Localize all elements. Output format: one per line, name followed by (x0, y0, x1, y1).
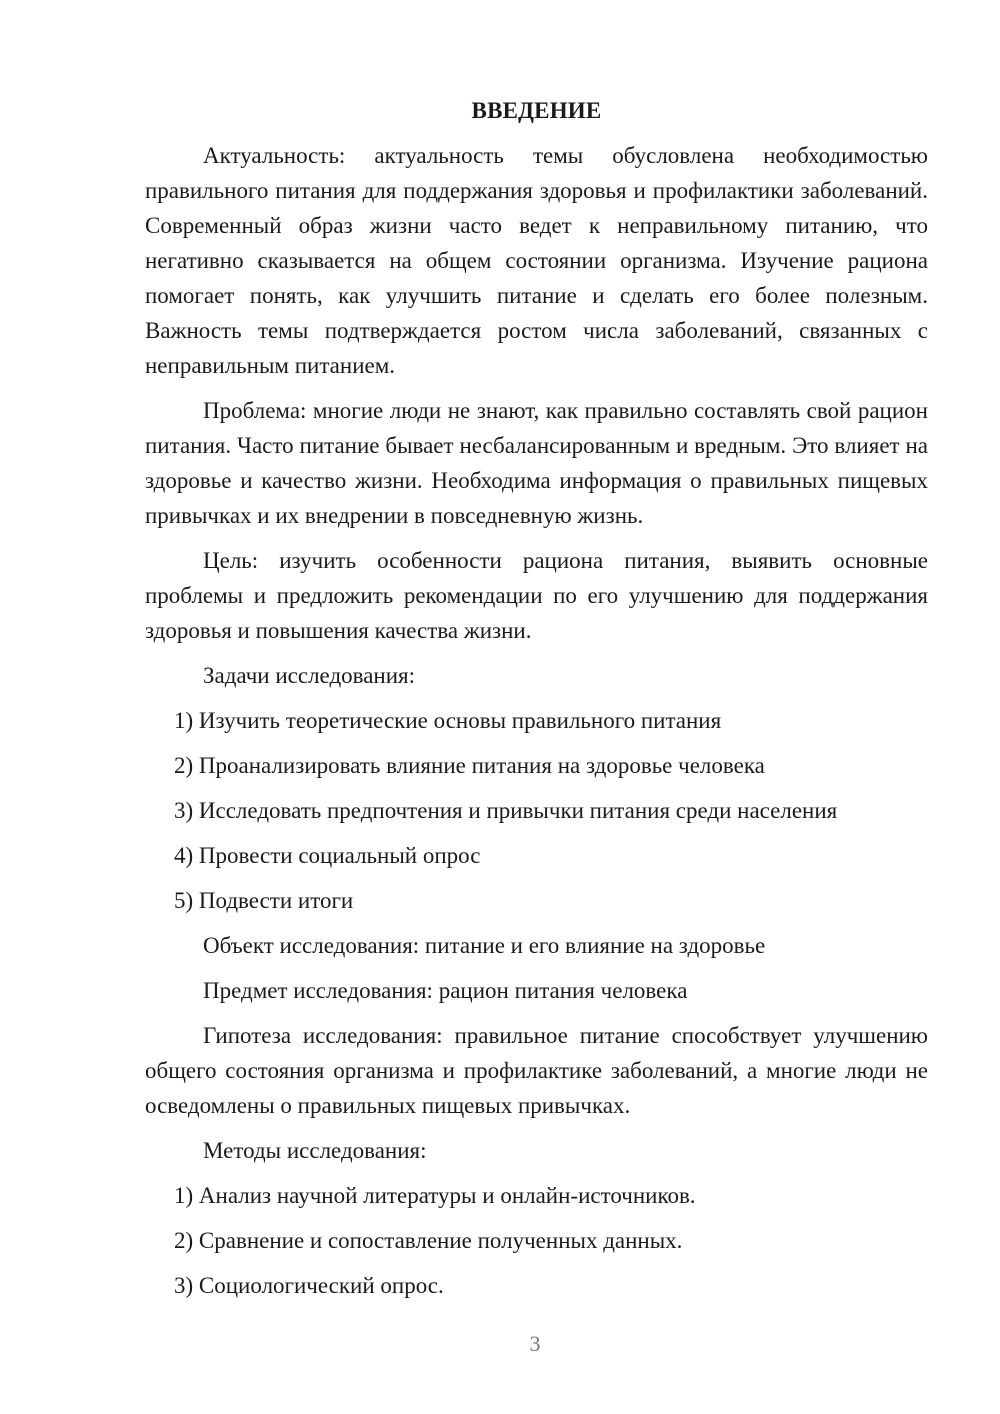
task-item: 2) Проанализировать влияние питания на здоровье человека (174, 753, 765, 778)
method-item: 2) Сравнение и сопоставление полученных данных. (174, 1228, 683, 1253)
method-item: 1) Анализ научной литературы и онлайн-источников. (174, 1183, 696, 1208)
paragraph-problem: Проблема: многие люди не знают, как правильно составлять свой рацион питания. Часто питание бывает несбалансированным и вредным. Это влияет на здоровье и качество жизни. Необходима информация о правильных пищевых привычках и их внедрении в повседневную жизнь. (145, 398, 928, 528)
page-number: 3 (529, 1331, 541, 1356)
methods-heading: Методы исследования: (203, 1138, 427, 1163)
task-item: 1) Изучить теоретические основы правильного питания (174, 708, 722, 733)
paragraph-goal: Цель: изучить особенности рациона питания, выявить основные проблемы и предложить рекомендации по его улучшению для поддержания здоровья и повышения качества жизни. (145, 548, 928, 643)
task-item: 4) Провести социальный опрос (174, 843, 481, 868)
paragraph-hypothesis: Гипотеза исследования: правильное питание способствует улучшению общего состояния организма и профилактике заболеваний, а многие люди не осведомлены о правильных пищевых привычках. (145, 1023, 928, 1118)
paragraph-relevance: Актуальность: актуальность темы обусловлена необходимостью правильного питания для поддержания здоровья и профилактики заболеваний. Современный образ жизни часто ведет к неправильному питанию, что негативно сказывается на общем состоянии организма. Изучение рациона помогает понять, как улучшить питание и сделать его более полезным. Важность темы подтверждается ростом числа заболеваний, связанных с неправильным питанием. (145, 143, 928, 378)
document-page (145, 93, 928, 1313)
document-title: ВВЕДЕНИЕ (471, 98, 602, 123)
tasks-heading: Задачи исследования: (203, 663, 416, 688)
task-item: 3) Исследовать предпочтения и привычки питания среди населения (174, 798, 838, 823)
method-item: 3) Социологический опрос. (174, 1273, 444, 1298)
paragraph-subject: Предмет исследования: рацион питания человека (203, 978, 688, 1003)
task-item: 5) Подвести итоги (174, 888, 354, 913)
paragraph-object: Объект исследования: питание и его влияние на здоровье (203, 933, 766, 958)
